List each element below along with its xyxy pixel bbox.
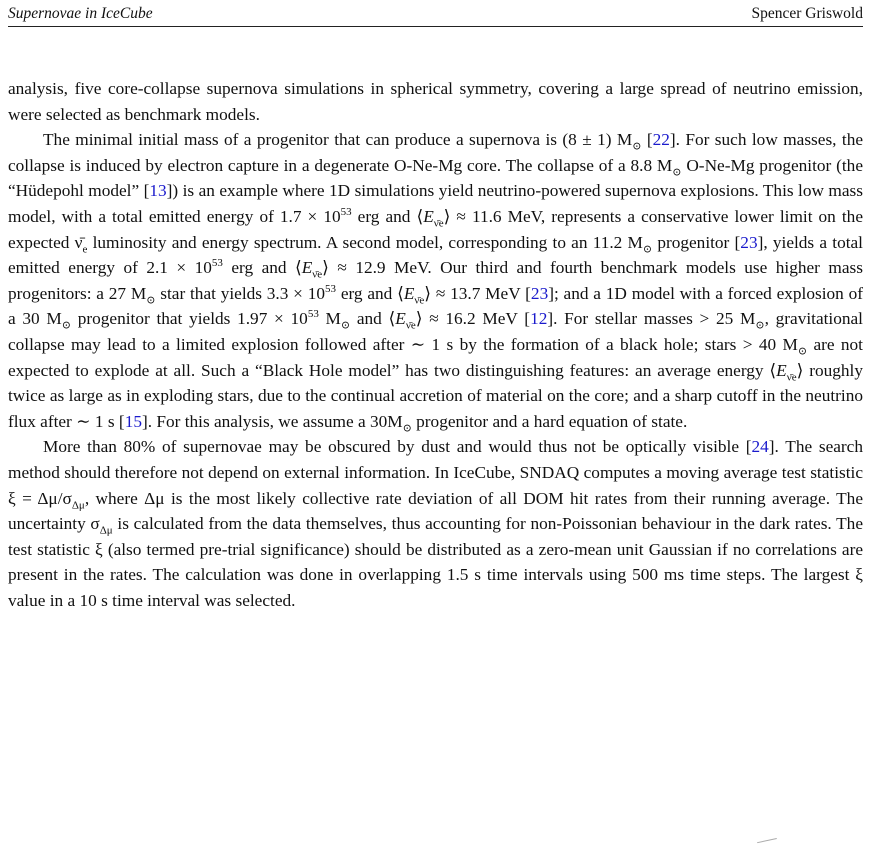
citation-link[interactable]: 24 <box>751 437 769 457</box>
text-run: are not expected to explode at all. Such a “Black Hole model” has two distinguishing features: an average energy ⟨ <box>8 334 863 380</box>
antineutrino-subscript <box>787 371 797 383</box>
paragraph-benchmark-models <box>8 127 863 434</box>
text-run: ⟩ ≈ 16.2 MeV [ <box>415 309 531 329</box>
text-run: progenitor and a hard equation of state. <box>411 411 688 431</box>
text-run: M <box>318 309 341 329</box>
text-run: The minimal initial mass of a progenitor that can produce a supernova is (8 ± 1) M <box>43 130 633 150</box>
text-run: ]. For such low masses, the collapse is induced by electron capture in a degenerate O-Ne-Mg core. The collapse of a 8.8 M <box>8 130 864 175</box>
sun-symbol: ⊙ <box>797 345 808 358</box>
text-run: ⟩ roughly twice as large as in exploding stars, due to the continual accretion of material on the core; and a sharp cutoff in the neutrino flux after ∼ 1 s [ <box>8 360 863 431</box>
body-text <box>8 76 863 613</box>
sun-symbol: ⊙ <box>642 243 653 256</box>
e-subscript: e <box>438 217 444 230</box>
text-run: More than 80% of supernovae may be obscured by dust and would thus not be optically visible [ <box>43 437 752 457</box>
antineutrino-symbol <box>74 232 88 256</box>
citation-link[interactable]: 22 <box>652 130 670 150</box>
sun-symbol: ⊙ <box>632 140 642 153</box>
text-run: progenitor that yields 1.97 × 10 <box>71 309 308 329</box>
sun-symbol: ⊙ <box>340 319 351 332</box>
citation-link[interactable]: 13 <box>149 181 167 201</box>
header-rule <box>8 26 863 27</box>
sun-symbol: ⊙ <box>61 319 71 332</box>
e-subscript: e <box>82 243 88 256</box>
citation-link[interactable]: 15 <box>124 411 142 431</box>
e-subscript: e <box>410 319 416 332</box>
e-subscript: e <box>791 370 797 383</box>
text-run: [ <box>641 130 653 150</box>
antineutrino-subscript <box>406 320 416 332</box>
text-run: , where Δμ is the most likely collective rate deviation of all DOM hit rates from their running average. The uncertainty σ <box>8 488 863 534</box>
e-subscript: e <box>317 268 323 281</box>
text-run: ]) is an example where 1D simulations yield neutrino-powered supernova explosions. This low mass model, with a total emitted energy of 1.7 × 10 <box>8 181 863 226</box>
energy-symbol: E <box>301 258 313 278</box>
nu-bar-symbol: ν̄ <box>786 370 792 383</box>
paragraph-test-statistic <box>8 434 863 613</box>
running-title: Supernovae in IceCube <box>8 5 153 22</box>
text-run: ]. For stellar masses > 25 M <box>547 309 756 329</box>
text-run: luminosity and energy spectrum. A second model, corresponding to an 11.2 M <box>87 232 643 252</box>
text-run: , gravitational collapse may lead to a limited explosion followed after ∼ 1 s by the formation of a black hole; stars > 40 M <box>8 309 863 354</box>
text-run: analysis, five core-collapse supernova simulations in spherical symmetry, covering a large spread of neutrino emission, were selected as benchmark models. <box>8 79 863 124</box>
text-run: ]. For this analysis, we assume a 30M <box>141 411 403 431</box>
energy-symbol: E <box>403 283 415 303</box>
nu-bar-symbol: ν̄ <box>405 319 411 332</box>
running-author: Spencer Griswold <box>751 5 863 22</box>
nu-bar-symbol: ν̄ <box>74 232 83 252</box>
energy-symbol: E <box>423 206 434 226</box>
sun-symbol: ⊙ <box>146 294 156 307</box>
text-run: star that yields 3.3 × 10 <box>155 283 326 303</box>
energy-symbol: E <box>776 360 787 380</box>
e-subscript: e <box>419 294 425 307</box>
energy-symbol: E <box>395 309 406 329</box>
text-run: ]. The search method should therefore not depend on external information. In IceCube, SNDAQ computes a moving average test statistic ξ = Δμ/σ <box>8 437 863 508</box>
nu-bar-symbol: ν̄ <box>433 217 439 230</box>
exponent: 53 <box>211 257 223 270</box>
text-run: ⟩ ≈ 12.9 MeV. Our third and fourth benchmark models use higher mass progenitors: a 27 M <box>8 258 863 303</box>
text-run: is calculated from the data themselves, thus accounting for non-Poissonian behaviour in the dark rates. The test statistic ξ (also termed pre-trial significance) should be distributed as a zero-mean unit Gaussian if no correlations are present in the rates. The calculation was done in overlapping 1.5 s time intervals using 500 ms time steps. The largest ξ value in a 10 s time interval was selected. <box>8 514 863 610</box>
text-run: ], yields a total emitted energy of 2.1 × 10 <box>8 232 863 278</box>
citation-link[interactable]: 23 <box>740 232 758 252</box>
running-header <box>8 3 863 25</box>
citation-link[interactable]: 23 <box>530 283 549 303</box>
text-run: erg and ⟨ <box>351 206 424 226</box>
sun-symbol: ⊙ <box>402 422 412 435</box>
exponent: 53 <box>307 308 319 321</box>
citation-link[interactable]: 12 <box>530 309 548 329</box>
text-run: O-Ne-Mg progenitor (the “Hüdepohl model” [ <box>8 155 863 201</box>
text-run: erg and ⟨ <box>336 283 404 303</box>
paragraph-continuation <box>8 76 863 127</box>
antineutrino-subscript <box>414 294 424 306</box>
text-run: ]; and a 1D model with a forced explosion of a 30 M <box>8 283 863 329</box>
exponent: 53 <box>340 206 352 219</box>
delta-mu-subscript: Δμ <box>99 524 113 537</box>
antineutrino-subscript <box>312 269 322 281</box>
text-run: erg and ⟨ <box>222 258 302 278</box>
exponent: 53 <box>325 282 337 295</box>
text-run: ⟩ ≈ 11.6 MeV, represents a conservative lower limit on the expected <box>8 206 863 252</box>
nu-bar-symbol: ν̄ <box>312 268 318 281</box>
nu-bar-symbol: ν̄ <box>414 294 420 307</box>
delta-mu-subscript: Δμ <box>71 498 85 511</box>
text-run: and ⟨ <box>350 309 396 329</box>
antineutrino-subscript <box>434 217 444 229</box>
text-run: ⟩ ≈ 13.7 MeV [ <box>424 283 531 303</box>
text-run: progenitor [ <box>652 232 741 252</box>
sun-symbol: ⊙ <box>672 166 682 179</box>
sun-symbol: ⊙ <box>755 319 765 332</box>
